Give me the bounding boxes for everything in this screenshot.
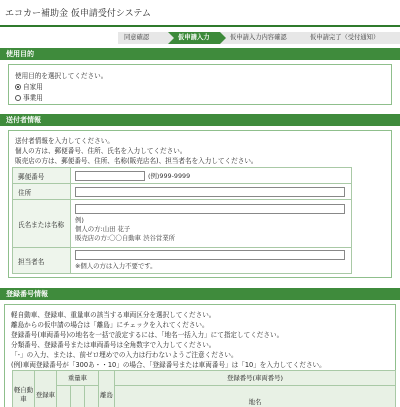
name-example-dealer: 販売店の方:〇〇自動車 渋谷営業所 xyxy=(75,234,176,242)
radio-private[interactable] xyxy=(15,84,21,90)
step-consent: 同意確認 xyxy=(118,32,168,44)
name-label: 氏名または名称 xyxy=(13,200,71,248)
postal-example: (例)999-9999 xyxy=(148,172,191,180)
col-island: 離島 xyxy=(99,371,115,407)
name-example-head: 例) xyxy=(75,216,84,224)
step-input: 仮申請入力 xyxy=(168,32,220,44)
col-place: 地名 xyxy=(115,386,396,407)
col-heavy-1 xyxy=(57,386,71,407)
col-kei: 軽自動車 xyxy=(13,371,35,407)
usage-section-header: 使用目的 xyxy=(0,48,400,60)
name-example xyxy=(75,216,347,243)
page-title: エコカー補助金 仮申請受付システム xyxy=(5,9,151,19)
contact-label: 担当者名 xyxy=(13,248,71,274)
step-complete: 仮申請完了（受付通知） xyxy=(300,32,400,44)
reg-line-5: 「-」の入力、または、前ゼロ埋めでの入力は行わないようご注意ください。 xyxy=(11,351,238,359)
registration-table xyxy=(12,370,396,407)
sender-line-3: 販売店の方は、郵便番号、住所、名称(販売店名)、担当者名を入力してください。 xyxy=(15,157,258,165)
col-heavy: 重量車 xyxy=(57,371,99,386)
contact-input[interactable] xyxy=(75,250,345,260)
address-label: 住所 xyxy=(13,184,71,200)
step-confirm: 仮申請入力内容確認 xyxy=(220,32,300,44)
progress-steps xyxy=(118,32,400,44)
col-regno: 登録番号(車両番号) xyxy=(115,371,396,386)
sender-line-1: 送付者情報を入力してください。 xyxy=(15,137,114,145)
radio-business[interactable] xyxy=(15,95,21,101)
address-input[interactable] xyxy=(75,187,345,197)
usage-option-private-label: 自家用 xyxy=(23,83,43,91)
sender-section-header: 送付者情報 xyxy=(0,114,400,126)
reg-line-3: 登録番号(車両番号)の地名を一括で設定するには、「地名一括入力」にて指定してください。 xyxy=(11,331,284,339)
registration-section-header: 登録番号情報 xyxy=(0,288,400,300)
postal-input[interactable] xyxy=(75,171,145,181)
usage-option-private[interactable] xyxy=(15,81,43,91)
sender-form-table xyxy=(12,167,352,274)
usage-section-box xyxy=(8,64,392,105)
usage-instruction: 使用目的を選択してください。 xyxy=(15,72,108,80)
contact-note: ※個人の方は入力不要です。 xyxy=(75,262,157,270)
postal-label: 郵便番号 xyxy=(13,168,71,184)
reg-line-4: 分類番号、登録番号または車両番号は全角数字で入力してください。 xyxy=(11,341,216,349)
usage-option-business[interactable] xyxy=(15,92,43,102)
col-heavy-2 xyxy=(71,386,85,407)
usage-option-business-label: 事業用 xyxy=(23,94,43,102)
header-divider xyxy=(0,25,400,27)
col-heavy-3 xyxy=(85,386,99,407)
name-example-individual: 個人の方:山田 花子 xyxy=(75,225,131,233)
reg-line-1: 軽自動車、登録車、重量車の該当する車両区分を選択してください。 xyxy=(11,311,216,319)
sender-line-2: 個人の方は、郵便番号、住所、氏名を入力してください。 xyxy=(15,147,187,155)
name-input[interactable] xyxy=(75,204,345,214)
reg-line-6: (例)車両登録番号が「300あ・・10」の場合、「登録番号または車両番号」は「10」を入力してください。 xyxy=(11,361,326,369)
reg-line-2: 離島からの仮申請の場合は「離島」にチェックを入れてください。 xyxy=(11,321,209,329)
col-registered: 登録車 xyxy=(35,371,57,407)
